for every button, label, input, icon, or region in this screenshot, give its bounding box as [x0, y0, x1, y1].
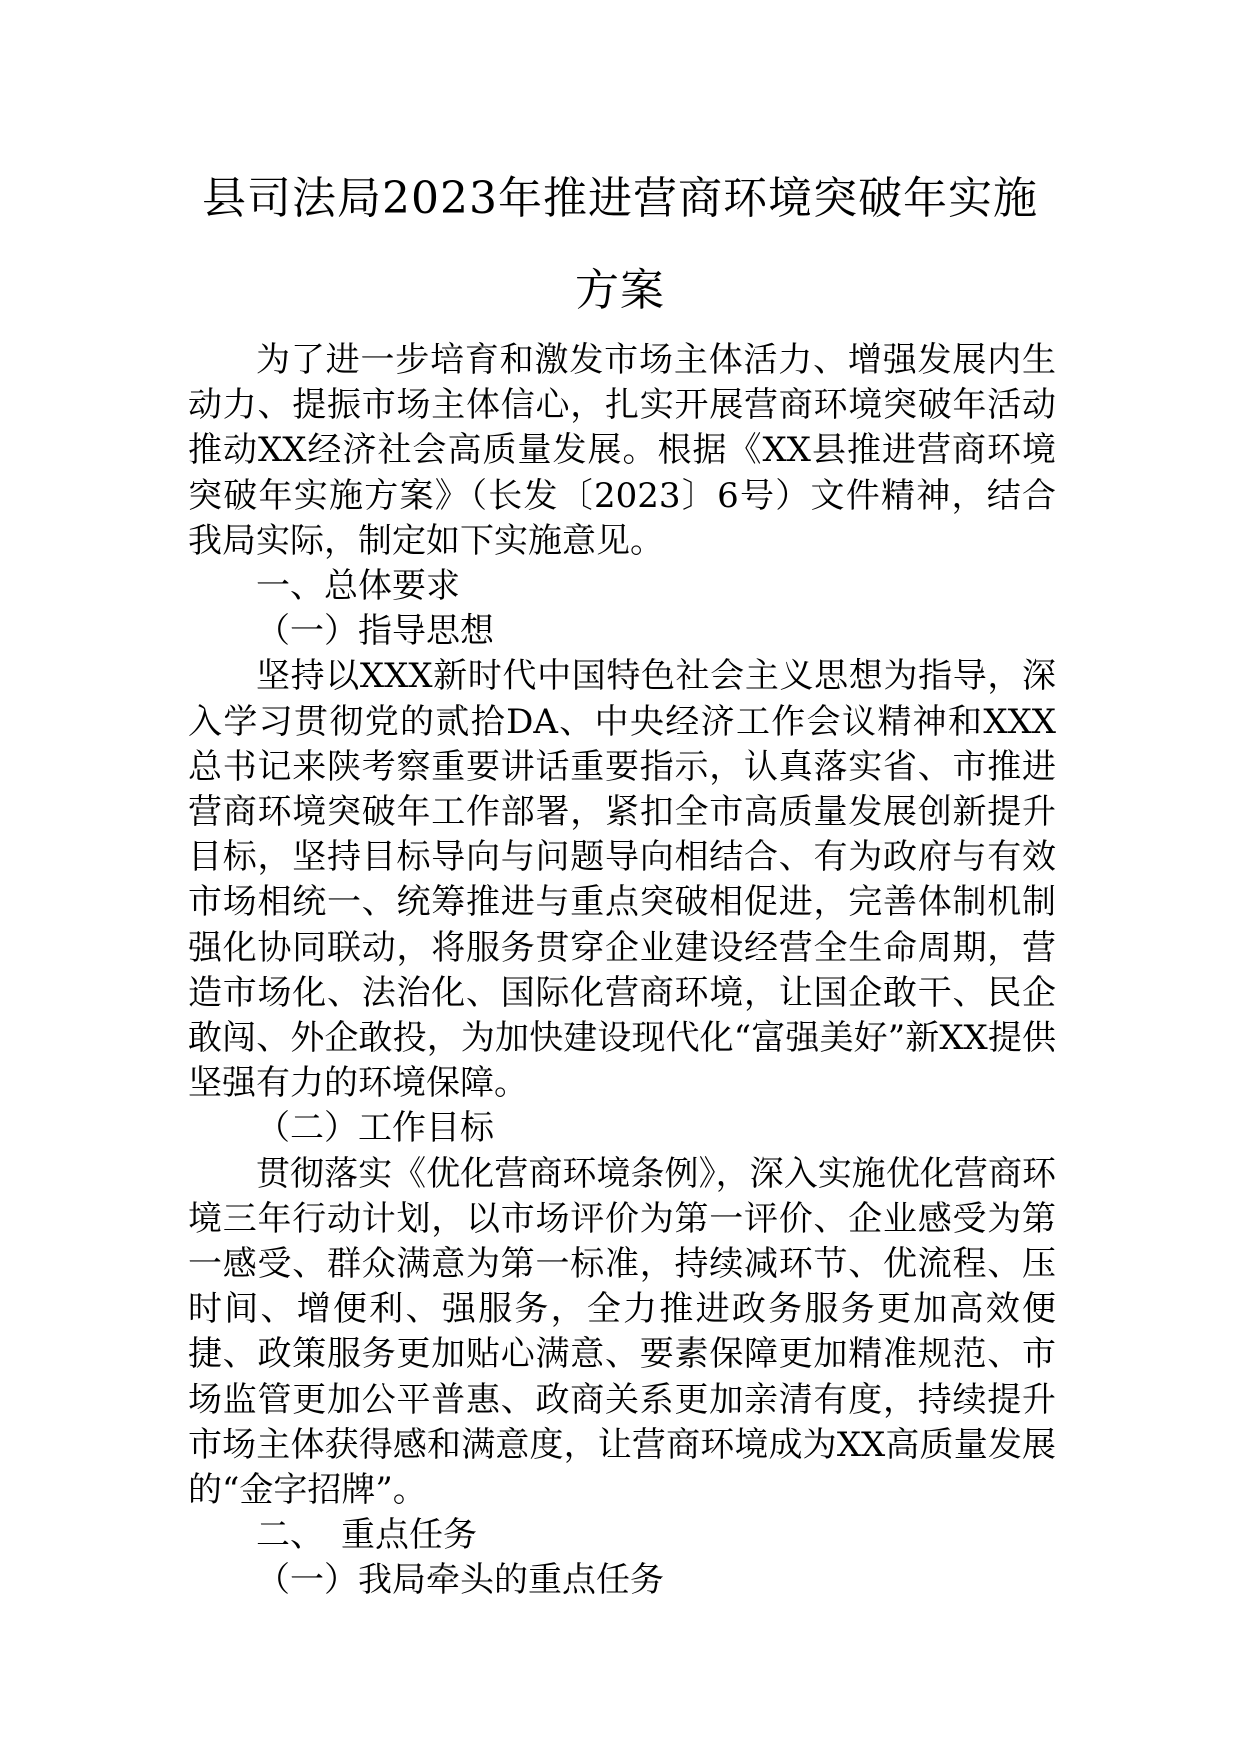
document-title-line-2: 方案: [575, 265, 665, 316]
subsection-heading-guiding-ideology: （一）指导思想: [256, 611, 494, 652]
document-body: [188, 338, 1056, 1604]
section-heading-general-requirements: 一、总体要求: [256, 566, 460, 607]
document-title-line-1: 县司法局2023年推进营商环境突破年实施: [202, 173, 1038, 224]
work-goals-paragraph: 贯彻落实《优化营商环境条例》，深入实施优化营商环境三年行动计划，以市场评价为第一评价、企业感受为第一感受、群众满意为第一标准，持续减环节、优流程、压时间、增便利、强服务，全力推进政务服务更加高效便捷、政策服务更加贴心满意、要素保障更加精准规范、市场监管更加公平普惠、政商关系更加亲清有度，持续提升市场主体获得感和满意度，让营商环境成为XX高质量发展的“金字招牌”。: [188, 1153, 1056, 1511]
intro-paragraph: 为了进一步培育和激发市场主体活力、增强发展内生动力、提振市场主体信心，扎实开展营商环境突破年活动推动XX经济社会高质量发展。根据《XX县推进营商环境突破年实施方案》（长发〔2023〕6号）文件精神，结合我局实际，制定如下实施意见。: [188, 340, 1056, 561]
subsection-heading-work-goals: （二）工作目标: [256, 1108, 494, 1149]
subsection-heading-led-tasks: （一）我局牵头的重点任务: [256, 1560, 664, 1601]
guiding-ideology-paragraph: 坚持以XXX新时代中国特色社会主义思想为指导，深入学习贯彻党的贰拾DA、中央经济工作会议精神和XXX总书记来陕考察重要讲话重要指示，认真落实省、市推进营商环境突破年工作部署，紧扣全市高质量发展创新提升目标，坚持目标导向与问题导向相结合、有为政府与有效市场相统一、统筹推进与重点突破相促进，完善体制机制强化协同联动，将服务贯穿企业建设经营全生命周期，营造市场化、法治化、国际化营商环境，让国企敢干、民企敢闯、外企敢投，为加快建设现代化“富强美好”新XX提供坚强有力的环境保障。: [188, 656, 1056, 1104]
section-heading-key-tasks: 二、 重点任务: [256, 1515, 477, 1556]
